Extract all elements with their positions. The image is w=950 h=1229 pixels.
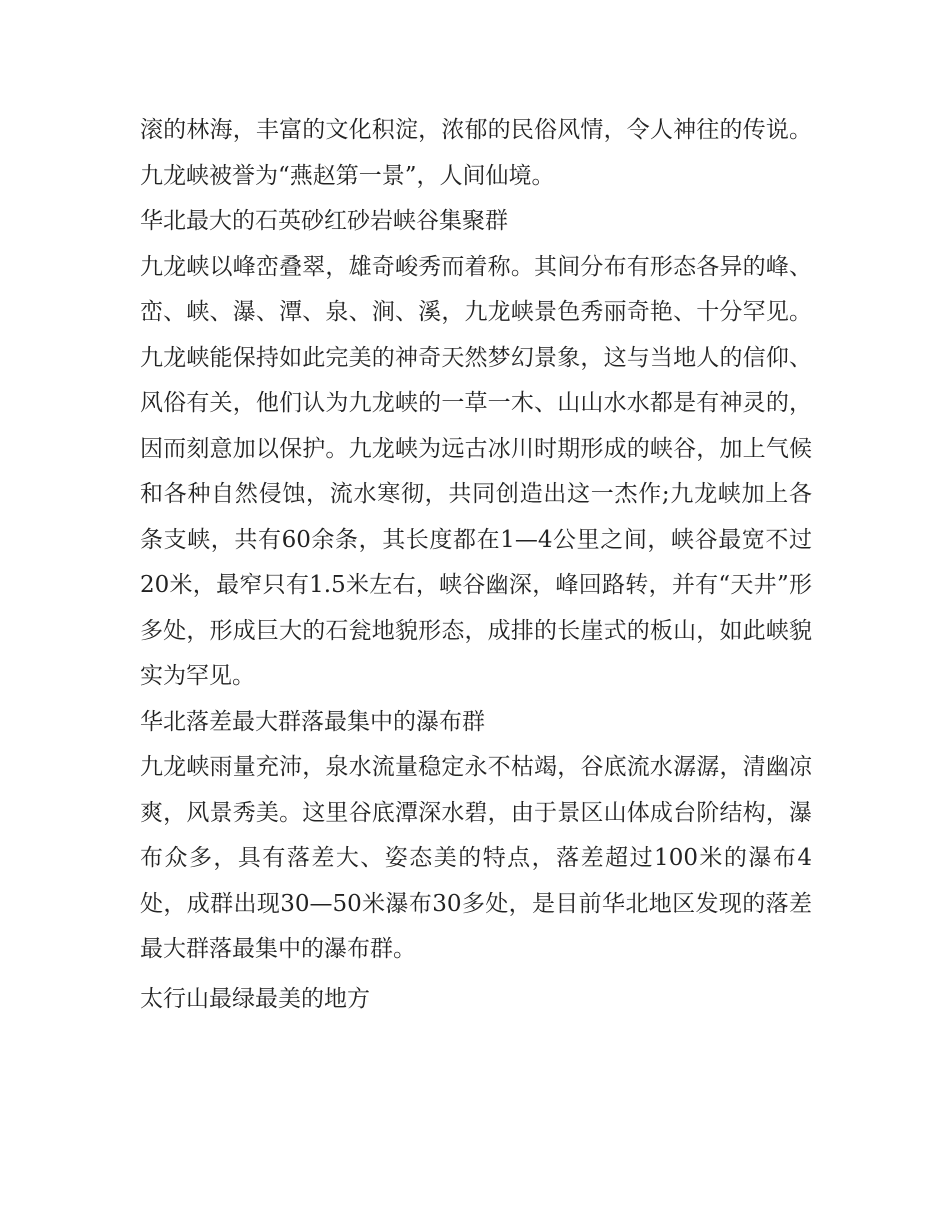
section-heading-waterfall: 华北落差最大群落最集中的瀑布群: [140, 708, 485, 735]
canyon-paragraph: 九龙峡以峰峦叠翠，雄奇峻秀而着称。其间分布有形态各异的峰、峦、峡、瀑、潭、泉、涧、溪，九龙峡景色秀丽奇艳、十分罕见。九龙峡能保持如此完美的神奇天然梦幻景象，这与当地人的信仰、风俗有关，他们认为九龙峡的一草一木、山山水水都是有神灵的，因而刻意加以保护。九龙峡为远古冰川时期形成的峡谷，加上气候和各种自然侵蚀，流水寒彻，共同创造出这一杰作;九龙峡加上各条支峡，共有60余条，其长度都在1—4公里之间，峡谷最宽不过20米，最窄只有1.5米左右，峡谷幽深，峰回路转，并有“天井”形多处，形成巨大的石瓮地貌形态，成排的长崖式的板山，如此峡貌实为罕见。: [140, 253, 812, 689]
section-heading-greenest: 太行山最绿最美的地方: [140, 985, 370, 1012]
intro-paragraph: 滚的林海，丰富的文化积淀，浓郁的民俗风情，令人神往的传说。九龙峡被誉为“燕赵第一景”，人间仙境。: [140, 117, 812, 189]
document-page: [140, 108, 812, 1022]
waterfall-paragraph: 九龙峡雨量充沛，泉水流量稳定永不枯竭，谷底流水潺潺，清幽凉爽，风景秀美。这里谷底潭深水碧，由于景区山体成台阶结构，瀑布众多，具有落差大、姿态美的特点，落差超过100米的瀑布4处，成群出现30—50米瀑布30多处，是目前华北地区发现的落差最大群落最集中的瀑布群。: [140, 754, 812, 962]
section-heading-canyon: 华北最大的石英砂红砂岩峡谷集聚群: [140, 208, 508, 234]
